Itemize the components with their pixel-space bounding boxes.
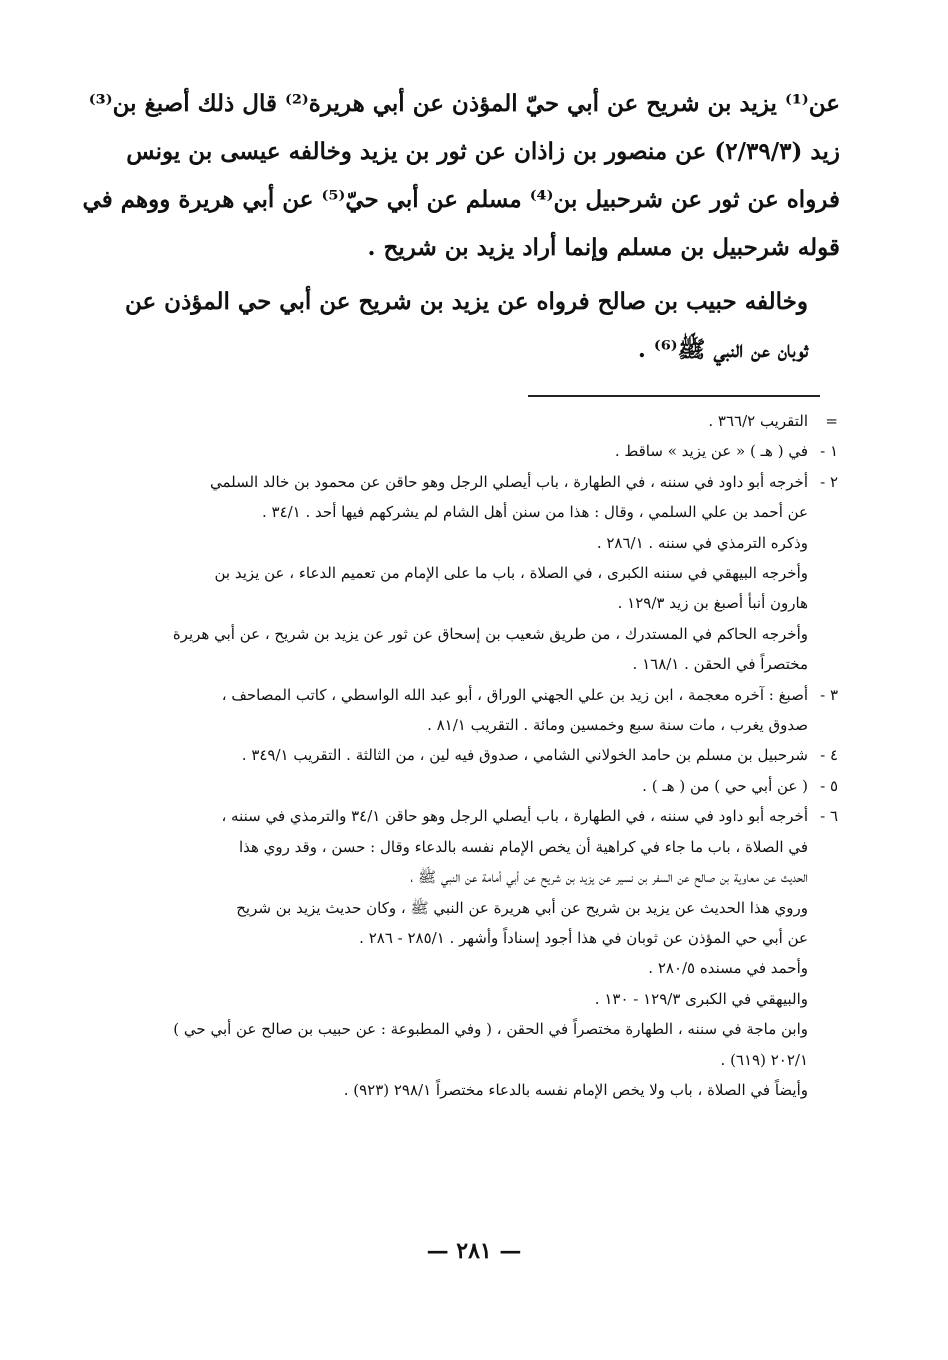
- footnote-separator: [528, 395, 820, 397]
- footnote-1: [113, 436, 838, 466]
- footnote-number: ٥ -: [820, 776, 838, 795]
- footnote-3: [113, 680, 838, 741]
- footnote-line: صدوق يغرب ، مات سنة سبع وخمسين ومائة . التقريب ٨١/١ .: [427, 716, 808, 735]
- footnote-2: [113, 467, 838, 680]
- footnote-number: ٣ -: [820, 685, 838, 704]
- main-paragraph-2: [120, 278, 840, 374]
- main-text: [82, 80, 840, 374]
- footnote-line: وروي هذا الحديث عن يزيد بن شريح عن أبي هريرة عن النبي ﷺ ، وكان حديث يزيد بن شريح: [236, 898, 808, 917]
- main-paragraph-1: [82, 80, 840, 272]
- footnote-line: في ( هـ ) « عن يزيد » ساقط .: [614, 442, 808, 461]
- footnote-line: أصبغ : آخره معجمة ، ابن زيد بن علي الجهني الوراق ، أبو عبد الله الواسطي ، كاتب المصاحف ،: [221, 685, 808, 704]
- footnotes: [113, 406, 838, 1105]
- footnote-line: ( عن أبي حي ) من ( هـ ) .: [642, 776, 808, 795]
- footnote-6: [113, 801, 838, 1105]
- footnote-line: وأخرجه البيهقي في سننه الكبرى ، في الصلاة ، باب ما على الإمام من تعميم الدعاء ، عن يزيد بن: [214, 564, 808, 583]
- page-number: — ٢٨١ —: [426, 1238, 522, 1264]
- footnote-line: في الصلاة ، باب ما جاء في كراهية أن يخص الإمام نفسه بالدعاء وقال : حسن ، وقد روي هذا: [238, 837, 808, 856]
- footnote-line: ٢٠٢/١ (٦١٩) .: [720, 1050, 808, 1069]
- footnote-line: عن أحمد بن علي السلمي ، وقال : هذا من سنن أهل الشام لم يشركهم فيها أحد . ٣٤/١ .: [261, 503, 808, 522]
- main-line: ثوبان عن النبي ﷺ⁽⁶⁾ .: [637, 336, 808, 363]
- main-line: وخالفه حبيب بن صالح فرواه عن يزيد بن شريح عن أبي حي المؤذن عن: [124, 288, 808, 315]
- footnote-number: =: [825, 412, 838, 430]
- main-line: فرواه عن ثور عن شرحبيل بن⁽⁴⁾ مسلم عن أبي حيّ⁽⁵⁾ عن أبي هريرة ووهم في: [82, 186, 840, 213]
- footnote-line: وأيضاً في الصلاة ، باب ولا يخص الإمام نفسه بالدعاء مختصراً ٢٩٨/١ (٩٢٣) .: [343, 1080, 808, 1099]
- footnote-number: ٤ -: [820, 746, 838, 765]
- footnote-number: ٢ -: [820, 472, 838, 491]
- footnote-line: وابن ماجة في سننه ، الطهارة مختصراً في الحقن ، ( وفي المطبوعة : عن حبيب بن صالح عن أبي حي ): [173, 1020, 808, 1039]
- footnote-line: أخرجه أبو داود في سننه ، في الطهارة ، باب أيصلي الرجل وهو حاقن عن محمود بن خالد السلمي: [209, 472, 808, 491]
- footnote-line: وأخرجه الحاكم في المستدرك ، من طريق شعيب بن إسحاق عن ثور عن يزيد بن شريح ، عن أبي هريرة: [172, 624, 808, 643]
- footnote-line: التقريب ٣٦٦/٢ .: [708, 412, 808, 430]
- footnote-5: [113, 771, 838, 801]
- main-line: زيد (٢/٣٩/٣) عن منصور بن زاذان عن ثور بن يزيد وخالفه عيسى بن يونس: [126, 138, 840, 165]
- footnote-line: أخرجه أبو داود في سننه ، في الطهارة ، باب أيصلي الرجل وهو حاقن ٣٤/١ والترمذي في سننه ،: [221, 807, 808, 826]
- footnote-line: مختصراً في الحقن . ١٦٨/١ .: [632, 655, 808, 674]
- footnote-number: ٦ -: [820, 807, 838, 826]
- footnote-continued: [113, 406, 838, 436]
- footnote-line: وذكره الترمذي في سننه . ٢٨٦/١ .: [596, 533, 808, 552]
- footnote-4: [113, 740, 838, 770]
- footnote-line: عن أبي حي المؤذن عن ثوبان في هذا أجود إسناداً وأشهر . ٢٨٥/١ - ٢٨٦ .: [359, 928, 808, 947]
- main-line: عن⁽¹⁾ يزيد بن شريح عن أبي حيّ المؤذن عن أبي هريرة⁽²⁾ قال ذلك أصبغ بن⁽³⁾: [88, 90, 840, 117]
- footnote-line: الحديث عن معاوية بن صالح عن السفر بن نسير عن يزيد بن شريح عن أبي أمامة عن النبي ﷺ ،: [410, 868, 808, 887]
- footnote-line: وأحمد في مسنده ٢٨٠/٥ .: [648, 959, 808, 978]
- footnote-line: هارون أنبأ أصبغ بن زيد ١٢٩/٣ .: [617, 594, 808, 613]
- footnote-number: ١ -: [820, 442, 838, 461]
- footnote-line: شرحبيل بن مسلم بن حامد الخولاني الشامي ، صدوق فيه لين ، من الثالثة . التقريب ٣٤٩/١ .: [241, 746, 808, 765]
- footnote-line: والبيهقي في الكبرى ١٢٩/٣ - ١٣٠ .: [594, 989, 808, 1008]
- main-line: قوله شرحبيل بن مسلم وإنما أراد يزيد بن شريح .: [367, 234, 840, 261]
